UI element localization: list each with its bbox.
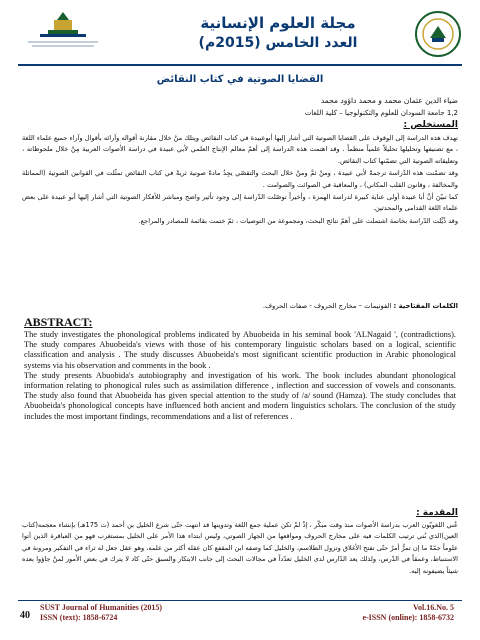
arabic-abstract-heading: المستخلص : bbox=[403, 120, 458, 130]
footer-volume: Vol.16.No. 5 bbox=[412, 603, 454, 612]
arabic-abstract-paragraph: تهدف هذه الدراسة إلى الوقوف على القضايا الصوتية التي أشار إليها أبوعبيدة في كتاب النقائض ويتلك منْ خلال مقارنة أقواله وآرائه بأقوال وآراء جميع علماء اللغة ، مع تصنيفها وتحليلها تحليلاً علمياً منظماً . وقد اهتمت هذه الدراسة إلى أهمّ معالم الإنتاج العلمي لأبي عبيدة في دراسة الأصوات العربية مِنْ خلال ملحوظاته ، وتعليقاته الصوتية التي تضمّنها كتاب النقائض. bbox=[22, 134, 458, 165]
footer-journal-name: SUST Journal of Humanities (2015) bbox=[40, 603, 163, 612]
arabic-abstract-paragraph: كما تبيّنَ أنَّ أبا عبيدة أولى عناية كبيرة لدراسة الهمزة ، وأخيراً توصّلت الدّراسة إلى وجود تأثير واضح ومباشر للأفكار الصوتية التي أشار إليها أبو عبيدة على بعض علماء اللغة القدامى والمحدثين. bbox=[22, 193, 458, 213]
english-abstract-heading: ABSTRACT: bbox=[24, 315, 93, 329]
english-abstract-paragraph: The study presents Abuobida's autobiography and investigation of his work. The book includes abundant phonological information relating to phonogical rules such as assimilation difference , inflection and succession of vowels and consonants. The study also found that Abuobeida has given special attention to the study of /a/ sound (Hamza). The study concludes that Abuobeida's phonological concepts have influenced both ancient and modern linguistics scholars. The conclusion of the study includes the most important findings, recommendations and a list of references . bbox=[24, 370, 456, 421]
article-authors: ضياء الدين عثمان محمد و محمد داؤود محمد bbox=[320, 96, 458, 105]
arabic-abstract-paragraph: وقد تضمّنت هذه الدّراسة ترجمةً لأبي عبيدة ، ومنْ ثمَّ ومنْ خلال البحث والتقصّي يجِدُ مادةً صوتية ثريةً في كتاب النقائض تمثّلت في القوانين الصوتية (المماثلة والمخالفة ، وقانون القلب المكاني) ، والمعاقبة في الصوائت والصوامت . bbox=[22, 169, 458, 189]
keywords-line bbox=[22, 302, 458, 310]
journal-issue: العدد الخامس (2015م) bbox=[198, 35, 358, 51]
arabic-abstract-body bbox=[22, 133, 458, 228]
english-abstract-body bbox=[24, 330, 456, 422]
sudan-university-logo-icon bbox=[18, 8, 108, 60]
english-abstract-paragraph: The study investigates the phonological problems indicated by Abuobeida in his seminal book 'ALNagaid ', (contradictions). The study compares Abuobeida's views with those of his contemporary linguistic scholars based on a logical, scientific classification and analysis . The study discusses Abuobeida's most significant scientific production in Arabic phonological systems via his observation and comments in the book . bbox=[24, 330, 456, 370]
introduction-heading: المقدمة : bbox=[416, 508, 458, 518]
keywords-text: الفونيمات – مخارج الحروف - صفات الحروف. bbox=[262, 302, 392, 310]
introduction-paragraph: عُني اللغويّون العرب بدراسة الأصوات منذ وقت مبكّر ، إذْ لمْ تكن عملية جمع اللغة وتدوينها قد انتهت حتّى شرع الخليل بن أحمد (ت 175هـ) بإنشاء معجمه(كتاب العين)الذي بُني ترتيب الكلمات فيه على مخارج الحروف ومواقعها من الجهاز الصوتي، وليس ابتداء هذا الأمر على الخليل بمستغرب فهو من العباقرة الذين أتوا علوماً جمّةً ما إن تمرُّ أمرٌ حتّى تفتح الأغلاق وتزول الطلاسم، والخليل كما وصفه ابن المقفع كان عقله أكثر من علمه، وهو عقل جعل له ثراء في التفكير ومرونة في الاستنباط، وعمقاً في الدّرس، ولذلك يعد الدّارس لدى الخليل تعدّداً في مجالات البحث إلى جانب الابتكار والسبق حتّى كاد لا يترك في بعض الأمور لمنْ جاؤوا بعده شيئاً يضيفونه إليه. bbox=[22, 521, 458, 575]
page-number: 40 bbox=[20, 610, 30, 621]
footer-journal-info bbox=[40, 603, 162, 623]
footer-issn-online: e-ISSN (online): 1858-6732 bbox=[362, 613, 454, 622]
article-title: القضايا الصوتية في كتاب النقائض bbox=[156, 74, 324, 85]
journal-title: مجلة العلوم الإنسانية bbox=[200, 14, 356, 32]
journal-seal-icon bbox=[414, 10, 462, 58]
introduction-body bbox=[22, 520, 458, 578]
author-affiliation: 1,2 جامعة السودان للعلوم والتكنولوجيا – كلية اللغات bbox=[304, 109, 458, 117]
journal-header bbox=[18, 8, 462, 66]
header-divider bbox=[18, 64, 462, 66]
footer-issn-text: ISSN (text): 1858-6724 bbox=[40, 613, 118, 622]
footer-divider bbox=[18, 600, 462, 601]
footer-volume-info bbox=[362, 603, 454, 623]
arabic-abstract-paragraph: وقد ذُيِّلت الدّراسة بخاتمة اشتملت على أهمّ نتائج البحث، ومجموعة من التوصيات ، ثمّ ختمت بقائمة للمصادر والمراجع. bbox=[138, 216, 458, 225]
keywords-label: الكلمات المفتاحية : bbox=[393, 302, 458, 310]
